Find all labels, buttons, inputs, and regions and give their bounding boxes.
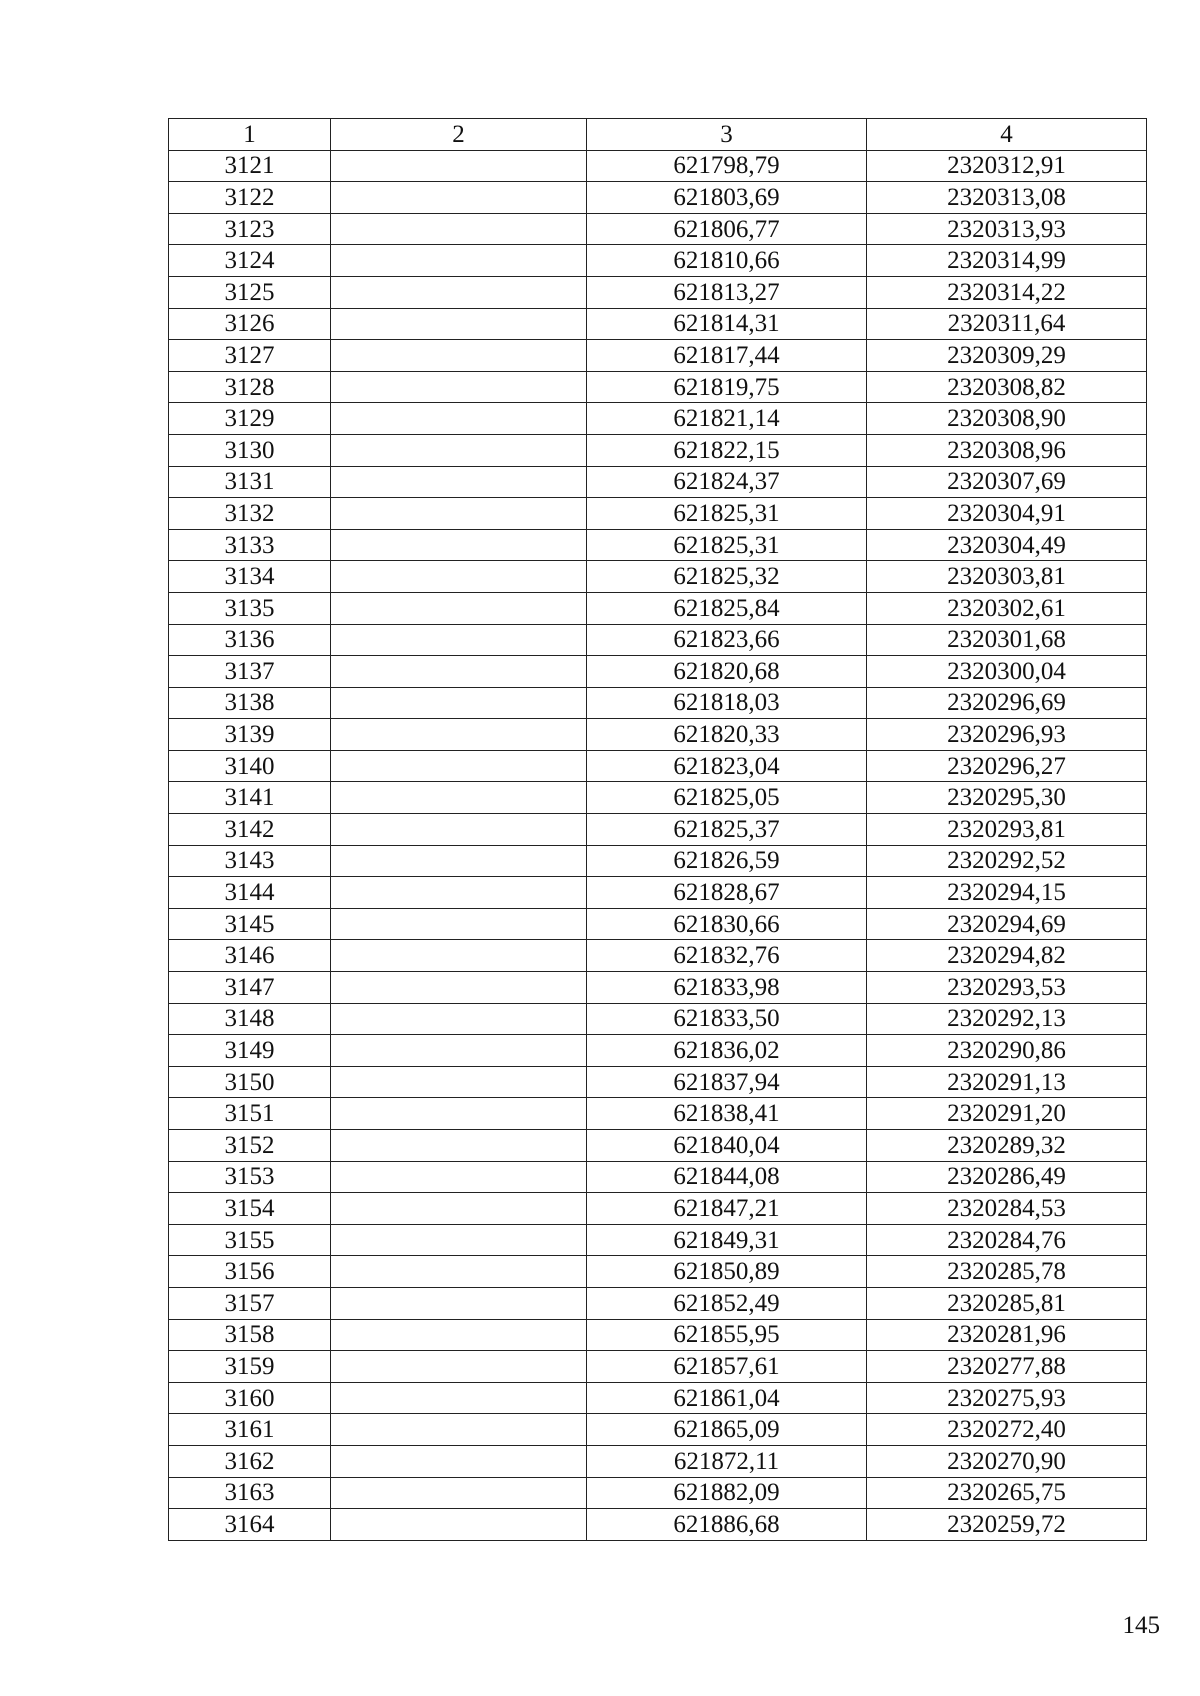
point-number-cell: 3138 — [169, 687, 331, 719]
point-number-cell: 3149 — [169, 1035, 331, 1067]
empty-cell — [331, 592, 587, 624]
x-coordinate-cell: 621825,37 — [587, 814, 867, 846]
table-row — [169, 814, 1147, 846]
point-number-cell: 3122 — [169, 182, 331, 214]
point-number-cell: 3147 — [169, 972, 331, 1004]
table-row — [169, 1256, 1147, 1288]
empty-cell — [331, 782, 587, 814]
y-coordinate-cell: 2320311,64 — [867, 308, 1147, 340]
empty-cell — [331, 750, 587, 782]
point-number-cell: 3140 — [169, 750, 331, 782]
y-coordinate-cell: 2320314,22 — [867, 276, 1147, 308]
x-coordinate-cell: 621840,04 — [587, 1130, 867, 1162]
page-number: 145 — [1122, 1612, 1160, 1639]
x-coordinate-cell: 621830,66 — [587, 908, 867, 940]
y-coordinate-cell: 2320293,81 — [867, 814, 1147, 846]
column-header-3: 3 — [587, 119, 867, 151]
y-coordinate-cell: 2320259,72 — [867, 1509, 1147, 1541]
empty-cell — [331, 498, 587, 530]
point-number-cell: 3159 — [169, 1351, 331, 1383]
point-number-cell: 3155 — [169, 1224, 331, 1256]
table-row — [169, 1161, 1147, 1193]
x-coordinate-cell: 621821,14 — [587, 403, 867, 435]
x-coordinate-cell: 621825,31 — [587, 529, 867, 561]
table-row — [169, 561, 1147, 593]
empty-cell — [331, 340, 587, 372]
y-coordinate-cell: 2320293,53 — [867, 972, 1147, 1004]
empty-cell — [331, 1509, 587, 1541]
y-coordinate-cell: 2320292,13 — [867, 1003, 1147, 1035]
table-row — [169, 1445, 1147, 1477]
empty-cell — [331, 1130, 587, 1162]
empty-cell — [331, 308, 587, 340]
table-header-row — [169, 119, 1147, 151]
x-coordinate-cell: 621861,04 — [587, 1382, 867, 1414]
table-row — [169, 498, 1147, 530]
y-coordinate-cell: 2320296,93 — [867, 719, 1147, 751]
x-coordinate-cell: 621836,02 — [587, 1035, 867, 1067]
x-coordinate-cell: 621852,49 — [587, 1287, 867, 1319]
point-number-cell: 3156 — [169, 1256, 331, 1288]
table-row — [169, 1003, 1147, 1035]
x-coordinate-cell: 621847,21 — [587, 1193, 867, 1225]
empty-cell — [331, 182, 587, 214]
x-coordinate-cell: 621886,68 — [587, 1509, 867, 1541]
table-row — [169, 213, 1147, 245]
x-coordinate-cell: 621849,31 — [587, 1224, 867, 1256]
table-row — [169, 719, 1147, 751]
empty-cell — [331, 1066, 587, 1098]
table-row — [169, 276, 1147, 308]
point-number-cell: 3143 — [169, 845, 331, 877]
y-coordinate-cell: 2320308,82 — [867, 371, 1147, 403]
y-coordinate-cell: 2320289,32 — [867, 1130, 1147, 1162]
point-number-cell: 3134 — [169, 561, 331, 593]
x-coordinate-cell: 621832,76 — [587, 940, 867, 972]
empty-cell — [331, 403, 587, 435]
y-coordinate-cell: 2320294,69 — [867, 908, 1147, 940]
y-coordinate-cell: 2320270,90 — [867, 1445, 1147, 1477]
table-row — [169, 624, 1147, 656]
y-coordinate-cell: 2320294,82 — [867, 940, 1147, 972]
table-row — [169, 1319, 1147, 1351]
coordinates-table — [168, 118, 1147, 1541]
point-number-cell: 3144 — [169, 877, 331, 909]
empty-cell — [331, 213, 587, 245]
table-row — [169, 750, 1147, 782]
x-coordinate-cell: 621810,66 — [587, 245, 867, 277]
y-coordinate-cell: 2320309,29 — [867, 340, 1147, 372]
point-number-cell: 3142 — [169, 814, 331, 846]
x-coordinate-cell: 621823,04 — [587, 750, 867, 782]
point-number-cell: 3129 — [169, 403, 331, 435]
empty-cell — [331, 972, 587, 1004]
point-number-cell: 3151 — [169, 1098, 331, 1130]
table-row — [169, 940, 1147, 972]
empty-cell — [331, 1351, 587, 1383]
point-number-cell: 3124 — [169, 245, 331, 277]
empty-cell — [331, 1256, 587, 1288]
y-coordinate-cell: 2320301,68 — [867, 624, 1147, 656]
point-number-cell: 3126 — [169, 308, 331, 340]
y-coordinate-cell: 2320308,96 — [867, 434, 1147, 466]
x-coordinate-cell: 621806,77 — [587, 213, 867, 245]
x-coordinate-cell: 621813,27 — [587, 276, 867, 308]
table-row — [169, 1193, 1147, 1225]
x-coordinate-cell: 621823,66 — [587, 624, 867, 656]
empty-cell — [331, 1224, 587, 1256]
y-coordinate-cell: 2320285,81 — [867, 1287, 1147, 1319]
table-row — [169, 687, 1147, 719]
point-number-cell: 3121 — [169, 150, 331, 182]
x-coordinate-cell: 621838,41 — [587, 1098, 867, 1130]
empty-cell — [331, 908, 587, 940]
table-row — [169, 1287, 1147, 1319]
empty-cell — [331, 245, 587, 277]
empty-cell — [331, 529, 587, 561]
point-number-cell: 3163 — [169, 1477, 331, 1509]
y-coordinate-cell: 2320284,53 — [867, 1193, 1147, 1225]
table-row — [169, 340, 1147, 372]
x-coordinate-cell: 621798,79 — [587, 150, 867, 182]
x-coordinate-cell: 621857,61 — [587, 1351, 867, 1383]
table-row — [169, 908, 1147, 940]
y-coordinate-cell: 2320284,76 — [867, 1224, 1147, 1256]
table-row — [169, 403, 1147, 435]
table-row — [169, 1098, 1147, 1130]
y-coordinate-cell: 2320295,30 — [867, 782, 1147, 814]
column-header-2: 2 — [331, 119, 587, 151]
table-row — [169, 1477, 1147, 1509]
table-row — [169, 845, 1147, 877]
y-coordinate-cell: 2320302,61 — [867, 592, 1147, 624]
y-coordinate-cell: 2320272,40 — [867, 1414, 1147, 1446]
x-coordinate-cell: 621820,68 — [587, 656, 867, 688]
empty-cell — [331, 150, 587, 182]
point-number-cell: 3150 — [169, 1066, 331, 1098]
y-coordinate-cell: 2320281,96 — [867, 1319, 1147, 1351]
y-coordinate-cell: 2320304,49 — [867, 529, 1147, 561]
empty-cell — [331, 1193, 587, 1225]
table-row — [169, 1382, 1147, 1414]
y-coordinate-cell: 2320294,15 — [867, 877, 1147, 909]
x-coordinate-cell: 621825,84 — [587, 592, 867, 624]
y-coordinate-cell: 2320290,86 — [867, 1035, 1147, 1067]
table-row — [169, 656, 1147, 688]
point-number-cell: 3162 — [169, 1445, 331, 1477]
empty-cell — [331, 1445, 587, 1477]
y-coordinate-cell: 2320265,75 — [867, 1477, 1147, 1509]
y-coordinate-cell: 2320285,78 — [867, 1256, 1147, 1288]
point-number-cell: 3133 — [169, 529, 331, 561]
table-row — [169, 245, 1147, 277]
y-coordinate-cell: 2320313,93 — [867, 213, 1147, 245]
empty-cell — [331, 719, 587, 751]
x-coordinate-cell: 621837,94 — [587, 1066, 867, 1098]
empty-cell — [331, 1319, 587, 1351]
point-number-cell: 3141 — [169, 782, 331, 814]
table-row — [169, 877, 1147, 909]
x-coordinate-cell: 621817,44 — [587, 340, 867, 372]
table-row — [169, 182, 1147, 214]
table-row — [169, 592, 1147, 624]
empty-cell — [331, 1035, 587, 1067]
empty-cell — [331, 656, 587, 688]
y-coordinate-cell: 2320286,49 — [867, 1161, 1147, 1193]
point-number-cell: 3136 — [169, 624, 331, 656]
table-row — [169, 371, 1147, 403]
y-coordinate-cell: 2320275,93 — [867, 1382, 1147, 1414]
x-coordinate-cell: 621855,95 — [587, 1319, 867, 1351]
y-coordinate-cell: 2320303,81 — [867, 561, 1147, 593]
point-number-cell: 3131 — [169, 466, 331, 498]
empty-cell — [331, 434, 587, 466]
x-coordinate-cell: 621824,37 — [587, 466, 867, 498]
table-row — [169, 1130, 1147, 1162]
point-number-cell: 3161 — [169, 1414, 331, 1446]
point-number-cell: 3132 — [169, 498, 331, 530]
x-coordinate-cell: 621825,32 — [587, 561, 867, 593]
y-coordinate-cell: 2320308,90 — [867, 403, 1147, 435]
table-row — [169, 308, 1147, 340]
y-coordinate-cell: 2320300,04 — [867, 656, 1147, 688]
empty-cell — [331, 561, 587, 593]
x-coordinate-cell: 621865,09 — [587, 1414, 867, 1446]
x-coordinate-cell: 621825,05 — [587, 782, 867, 814]
point-number-cell: 3127 — [169, 340, 331, 372]
column-header-1: 1 — [169, 119, 331, 151]
empty-cell — [331, 1098, 587, 1130]
y-coordinate-cell: 2320296,69 — [867, 687, 1147, 719]
y-coordinate-cell: 2320277,88 — [867, 1351, 1147, 1383]
y-coordinate-cell: 2320314,99 — [867, 245, 1147, 277]
point-number-cell: 3146 — [169, 940, 331, 972]
empty-cell — [331, 276, 587, 308]
point-number-cell: 3137 — [169, 656, 331, 688]
table-row — [169, 972, 1147, 1004]
point-number-cell: 3152 — [169, 1130, 331, 1162]
x-coordinate-cell: 621803,69 — [587, 182, 867, 214]
empty-cell — [331, 845, 587, 877]
x-coordinate-cell: 621822,15 — [587, 434, 867, 466]
x-coordinate-cell: 621872,11 — [587, 1445, 867, 1477]
point-number-cell: 3128 — [169, 371, 331, 403]
point-number-cell: 3145 — [169, 908, 331, 940]
y-coordinate-cell: 2320291,20 — [867, 1098, 1147, 1130]
point-number-cell: 3160 — [169, 1382, 331, 1414]
x-coordinate-cell: 621828,67 — [587, 877, 867, 909]
y-coordinate-cell: 2320304,91 — [867, 498, 1147, 530]
x-coordinate-cell: 621833,50 — [587, 1003, 867, 1035]
empty-cell — [331, 1414, 587, 1446]
y-coordinate-cell: 2320296,27 — [867, 750, 1147, 782]
x-coordinate-cell: 621826,59 — [587, 845, 867, 877]
table-row — [169, 782, 1147, 814]
empty-cell — [331, 814, 587, 846]
table-row — [169, 1414, 1147, 1446]
table-row — [169, 1351, 1147, 1383]
x-coordinate-cell: 621820,33 — [587, 719, 867, 751]
x-coordinate-cell: 621882,09 — [587, 1477, 867, 1509]
point-number-cell: 3123 — [169, 213, 331, 245]
x-coordinate-cell: 621844,08 — [587, 1161, 867, 1193]
table-row — [169, 434, 1147, 466]
point-number-cell: 3139 — [169, 719, 331, 751]
empty-cell — [331, 1382, 587, 1414]
point-number-cell: 3154 — [169, 1193, 331, 1225]
empty-cell — [331, 1161, 587, 1193]
empty-cell — [331, 1287, 587, 1319]
empty-cell — [331, 466, 587, 498]
point-number-cell: 3130 — [169, 434, 331, 466]
table-row — [169, 466, 1147, 498]
empty-cell — [331, 371, 587, 403]
table-row — [169, 150, 1147, 182]
empty-cell — [331, 624, 587, 656]
y-coordinate-cell: 2320313,08 — [867, 182, 1147, 214]
column-header-4: 4 — [867, 119, 1147, 151]
table-row — [169, 1066, 1147, 1098]
table-row — [169, 1035, 1147, 1067]
point-number-cell: 3157 — [169, 1287, 331, 1319]
point-number-cell: 3164 — [169, 1509, 331, 1541]
x-coordinate-cell: 621850,89 — [587, 1256, 867, 1288]
empty-cell — [331, 877, 587, 909]
x-coordinate-cell: 621833,98 — [587, 972, 867, 1004]
point-number-cell: 3135 — [169, 592, 331, 624]
table-row — [169, 1224, 1147, 1256]
empty-cell — [331, 940, 587, 972]
point-number-cell: 3158 — [169, 1319, 331, 1351]
x-coordinate-cell: 621818,03 — [587, 687, 867, 719]
y-coordinate-cell: 2320307,69 — [867, 466, 1147, 498]
empty-cell — [331, 1003, 587, 1035]
table-body — [169, 150, 1147, 1540]
x-coordinate-cell: 621814,31 — [587, 308, 867, 340]
y-coordinate-cell: 2320312,91 — [867, 150, 1147, 182]
point-number-cell: 3125 — [169, 276, 331, 308]
y-coordinate-cell: 2320292,52 — [867, 845, 1147, 877]
point-number-cell: 3148 — [169, 1003, 331, 1035]
empty-cell — [331, 1477, 587, 1509]
y-coordinate-cell: 2320291,13 — [867, 1066, 1147, 1098]
empty-cell — [331, 687, 587, 719]
table-row — [169, 1509, 1147, 1541]
point-number-cell: 3153 — [169, 1161, 331, 1193]
x-coordinate-cell: 621819,75 — [587, 371, 867, 403]
table-row — [169, 529, 1147, 561]
x-coordinate-cell: 621825,31 — [587, 498, 867, 530]
